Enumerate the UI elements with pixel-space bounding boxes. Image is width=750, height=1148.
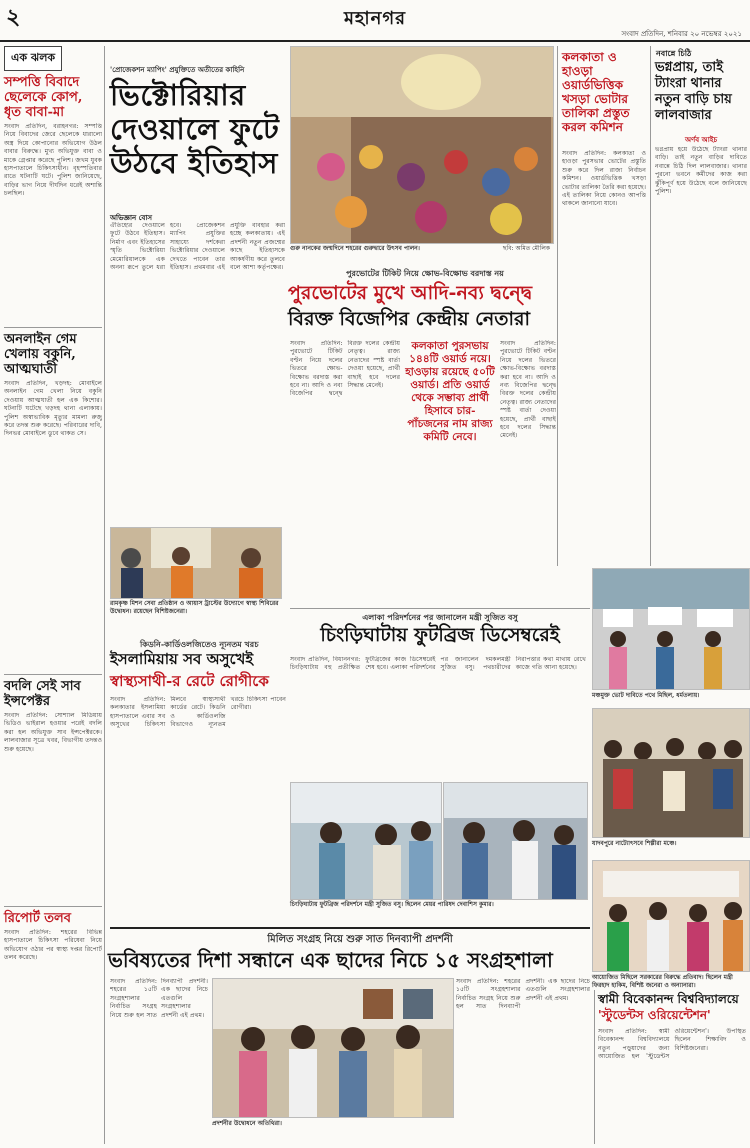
middle-photo-caption: রামকৃষ্ণ মিশন সেবা প্রতিষ্ঠান ও আয়াস ট্রাস্টের উদ্যোগে স্বাস্থ্য শিবিরের উদ্বোধন। রয়েছেন বিশিষ্টজনেরা। <box>110 600 279 615</box>
health-body: সংবাদ প্রতিদিন: কলকাতার ইসলামিয়া হাসপাতালে এবার সব অসুখের চিকিৎসা মিলবে স্বাস্থ্যসাথী কার্ডের রেটে। কিডনি ও কার্ডিওলজি বিভাগেও ন্যূনতম খরচে চিকিৎসা পাবেন রোগীরা। <box>110 696 286 729</box>
footbridge-photo-right <box>443 782 588 900</box>
main-headline: ভিক্টোরিয়ার দেওয়ালে ফুটে উঠবে ইতিহাস <box>110 78 280 180</box>
footbridge-photo-left <box>290 782 442 900</box>
publisher-line: সংবাদ প্রতিদিন, শনিবার ২০ নভেম্বর ২০২১ <box>621 30 742 38</box>
museum-photo-caption: প্রদর্শনীর উদ্বোধনে অতিথিরা। <box>212 1120 282 1127</box>
gurudwara-photo <box>290 46 554 244</box>
health-headline-1: ইসলামিয়ায় সব অসুখেই <box>110 650 254 668</box>
university-headline-1: স্বামী বিবেকানন্দ বিশ্ববিদ্যালয়ে <box>598 992 739 1006</box>
header-rule <box>0 40 750 42</box>
election-body-2: সংবাদ প্রতিদিন: পুরভোটে টিকিট বণ্টন নিয়ে দলের ভিতরে ক্ষোভ-বিক্ষোভ বরদাস্ত করা হবে না। আদি ও নব্য বিজেপির দ্বন্দ্বে বিরক্ত দলের কেন্দ্রীয় নেতৃত্ব। রাজ্য নেতাদের স্পষ্ট বার্তা দেওয়া হয়েছে, প্রার্থী বাছাই হবে দলের সিদ্ধান্ত মেনেই। <box>500 340 556 440</box>
theatre-photo-caption: যাদবপুরে নাট্যোৎসবে শিল্পীরা মঞ্চে। <box>592 840 677 847</box>
story1-headline: সম্পত্তি বিবাদে ছেলেকে কোপ, ধৃত বাবা-মা <box>4 75 83 120</box>
main-byline: অভিজ্ঞান বোস <box>110 213 153 222</box>
museum-photo <box>212 978 454 1118</box>
far-right-headline: ভগ্নপ্রায়, তাই ট্যাংরা থানার নতুন বাড়ি চায় লালবাজার <box>655 60 732 123</box>
election-headline-1: পুরভোটের মুখে আদি-নব্য দ্বন্দ্বে <box>288 282 533 304</box>
main-body: ঐতিহ্যের দেওয়ালে ফুটে উঠবে ইতিহাস। নির্মাণ এবং ইতিহাসের স্মৃতি ভিক্টোরিয়া মেমোরিয়ালকে এক অনন্য রূপে তুলে ধরা হবে। প্রোজেকশন ম্যাপিং প্রযুক্তির সাহায্যে দর্শকেরা ভিক্টোরিয়ার দেওয়ালে দেখতে পাবেন তার ইতিহাস। প্রথমবার এই প্রযুক্তি ব্যবহার করা হচ্ছে কলকাতায়। এই প্রদর্শনী নতুন প্রজন্মের কাছে ইতিহাসকে আকর্ষণীয় করে তুলবে বলে আশা কর্তৃপক্ষের। <box>110 222 285 272</box>
far-right-kicker: নবান্নে চিঠি <box>656 48 692 58</box>
election-kicker: পুরভোটের টিকিট নিয়ে ক্ষোভ-বিক্ষোভ বরদাস্ত নয় <box>346 268 504 278</box>
right-top-headline: কলকাতা ও হাওড়া ওয়ার্ডভিত্তিক খসড়া ভোটার তালিকা প্রস্তুত করল কমিশন <box>562 50 630 134</box>
story4-body: সংবাদ প্রতিদিন: শহরের বিভিন্ন হাসপাতালে চিকিৎসা পরিষেবা নিয়ে অভিযোগ ওঠার পর স্বাস্থ্য দপ্তর রিপোর্ট তলব করেছে। <box>4 929 102 962</box>
top-photo-credit: ছবি: অমিত মৌলিক <box>502 245 550 252</box>
story3-body: সংবাদ প্রতিদিন: সোশ্যাল মিডিয়ায় ভিডিও ভাইরাল হওয়ার পরেই বদলি করা হল অভিযুক্ত সাব ইন্সপেক্টরকে। লালবাজার সূত্রে খবর, বিভাগীয় তদন্তও শুরু হয়েছে। <box>4 712 102 753</box>
museum-body: সংবাদ প্রতিদিন: শহরের ১৫টি সংগ্রহশালার নির্বাচিত সংগ্রহ নিয়ে শুরু হল সাত দিনব্যাপী প্রদর্শনী। এক ছাদের নিচে এতগুলি সংগ্রহশালার প্রদর্শনী এই প্রথম। <box>110 978 208 1019</box>
museum-body-2: সংবাদ প্রতিদিন: শহরের ১৫টি সংগ্রহশালার নির্বাচিত সংগ্রহ নিয়ে শুরু হল সাত দিনব্যাপী প্রদর্শনী। এক ছাদের নিচে এতগুলি সংগ্রহশালার প্রদর্শনী এই প্রথম। <box>456 978 590 1011</box>
museum-kicker: মিলিত সংগ্রহ নিয়ে শুরু সাত দিনব্যাপী প্রদর্শনী <box>267 934 453 945</box>
election-headline-2: বিরক্ত বিজেপির কেন্দ্রীয় নেতারা <box>288 308 530 330</box>
protest-photo-caption: মঞ্চমুক্ত ভোট দাবিতে পথে মিছিল, ধর্মতলায়। <box>592 692 700 699</box>
rally-photo-caption: আয়োজিত মিছিলে সরকারের বিরুদ্ধে প্রতিবাদ। ছিলেন মন্ত্রী ফিরহাদ হাকিম, বিশিষ্ট জনেরা ও অন্যান্যরা। <box>592 974 733 989</box>
story1-body: সংবাদ প্রতিদিন, বরাহনগর: সম্পত্তি নিয়ে বিবাদের জেরে ছেলেকে ধারালো অস্ত্র দিয়ে কোপানোর অভিযোগ উঠল বাবার বিরুদ্ধে। মুখ্য অভিযুক্ত বাবা ও মাকে গ্রেপ্তার করেছে পুলিশ। জখম যুবক হাসপাতালে চিকিৎসাধীন। বৃহস্পতিবার রাতে ঘটনাটি ঘটে। পুলিশ জানিয়েছে, বাড়ির ভাগ নিয়ে দীর্ঘদিন ধরেই অশান্তি চলছিল। <box>4 123 102 198</box>
university-headline-2: 'স্টুডেন্টস ওরিয়েন্টেশন' <box>598 1008 711 1022</box>
footbridge-kicker: এলাকা পরিদর্শনের পর জানালেন মন্ত্রী সুজিত বসু <box>362 612 518 622</box>
rally-photo <box>592 860 750 972</box>
far-right-body: ভগ্নপ্রায় হয়ে উঠেছে ট্যাংরা থানার বাড়ি। তাই নতুন বাড়ির দাবিতে নবান্নে চিঠি দিল লালবাজার। থানার পুরনো ভবনে কর্মীদের কাজ করা ঝুঁকিপূর্ণ হয়ে উঠেছে বলে জানিয়েছে পুলিশ। <box>655 146 747 196</box>
story4-headline: রিপোর্ট তলব <box>4 911 71 926</box>
left-column-label: এক ঝলক <box>4 46 62 71</box>
left-column <box>4 46 102 1144</box>
story2-body: সংবাদ প্রতিদিন, খড়দহ: মোবাইলে অনলাইন গেম খেলা নিয়ে বকুনি দেওয়ায় আত্মঘাতী হল এক কিশোর। ঘটনাটি ঘটেছে খড়দহ থানা এলাকায়। পুলিশ অস্বাভাবিক মৃত্যুর মামলা রুজু করে তদন্ত শুরু করেছে। পরিবারের দাবি, দিনভর মোবাইলে ডুবে থাকত সে। <box>4 380 102 438</box>
story3-headline: বদলি সেই সাব ইন্সপেক্টর <box>4 679 81 709</box>
protest-photo <box>592 568 750 690</box>
story2-headline: অনলাইন গেম খেলায় বকুনি, আত্মঘাতী <box>4 332 77 377</box>
footbridge-photo-caption: চিংড়িঘাটায় ফুটব্রিজ পরিদর্শনে মন্ত্রী সুজিত বসু। ছিলেন মেয়র পারিষদ দেবাশিস কুমার। <box>290 901 494 908</box>
election-body: সংবাদ প্রতিদিন: পুরভোটে টিকিট বণ্টন নিয়ে দলের ভিতরে ক্ষোভ-বিক্ষোভ বরদাস্ত করা হবে না। আদি ও নব্য বিজেপির দ্বন্দ্বে বিরক্ত দলের কেন্দ্রীয় নেতৃত্ব। রাজ্য নেতাদের স্পষ্ট বার্তা দেওয়া হয়েছে, প্রার্থী বাছাই হবে দলের সিদ্ধান্ত মেনেই। <box>290 340 400 398</box>
right-top-body: সংবাদ প্রতিদিন: কলকাতা ও হাওড়া পুরসভার ভোটের প্রস্তুতি শুরু করে দিল রাজ্য নির্বাচন কমিশন। ওয়ার্ডভিত্তিক খসড়া ভোটার তালিকা তৈরি করা হয়েছে। এই তালিকা নিয়ে কোনও আপত্তি থাকলে জানানো যাবে। <box>562 150 646 208</box>
footbridge-body: সংবাদ প্রতিদিন, বিধাননগর: চিংড়িঘাটায় বহু প্রতীক্ষিত ফুটব্রিজের কাজ ডিসেম্বরেই শেষ হবে। এলাকা পরিদর্শনের পর জানালেন দমকলমন্ত্রী সুজিত বসু। পথচারীদের নিরাপত্তার কথা মাথায় রেখে কাজে গতি আনা হয়েছে। <box>290 656 586 672</box>
page-number: ২ <box>6 4 21 30</box>
section-title: মহানগর <box>343 8 407 29</box>
footbridge-headline: চিংড়িঘাটায় ফুটব্রিজ ডিসেম্বরেই <box>320 624 560 646</box>
museum-headline: ভবিষ্যতের দিশা সন্ধানে এক ছাদের নিচে ১৫ সংগ্রহশালা <box>108 948 553 972</box>
health-headline-2: স্বাস্থ্যসাথী-র রেটে রোগীকে <box>110 672 269 690</box>
main-kicker: 'প্রোজেকশন ম্যাপিং' প্রযুক্তিতে অতীতের কাহিনি <box>110 65 245 74</box>
far-right-byline: অর্ণব আইচ <box>685 135 718 144</box>
health-kicker: কিডনি-কার্ডিওলজিতেও ন্যূনতম খরচ <box>140 639 259 649</box>
election-sidebar: কলকাতা পুরসভায় ১৪৪টি ওয়ার্ড নয়ে। হাওড়ায় রয়েছে ৫০টি ওয়ার্ড। প্রতি ওয়ার্ড থেকে সম্ভাব্য প্রার্থী হিসাবে চার-পাঁচজনের নাম রাজ্য কমিটি নেবে। <box>405 340 495 443</box>
top-photo-caption: গুরু নানকের জন্মদিনে শহরের গুরুদ্বারে উৎসব পালন। <box>290 245 420 252</box>
university-body: সংবাদ প্রতিদিন: স্বামী বিবেকানন্দ বিশ্ববিদ্যালয়ে নতুন পড়ুয়াদের জন্য আয়োজিত হল 'স্টুডেন্টস ওরিয়েন্টেশন'। উপস্থিত ছিলেন শিক্ষাবিদ ও বিশিষ্টজনেরা। <box>598 1028 746 1061</box>
health-camp-photo <box>110 527 282 599</box>
theatre-photo <box>592 708 750 838</box>
